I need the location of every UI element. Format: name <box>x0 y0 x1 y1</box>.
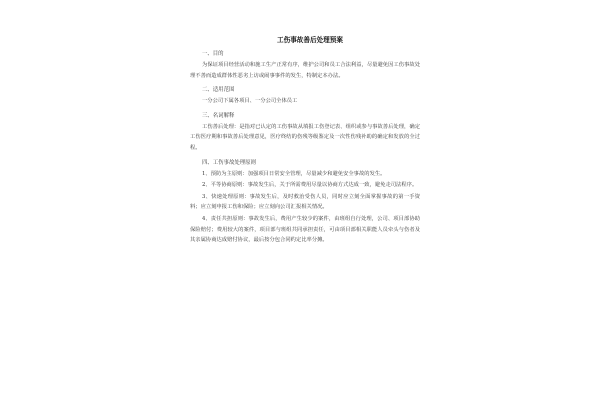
section-heading-scope: 二、适用范围 <box>202 87 235 94</box>
paragraph-scope: 一分公司下属各项目、一分公司全体员工 <box>202 98 298 105</box>
paragraph-definition: 工伤善后处理：是指对已认定的工伤事故从填报工伤登记表、组织或参与事故善后处理，确定工伤医疗期和事故善后处理意见，医疗终结的伤残等级鉴定及一次性伤残补助的确定和发放的全过程。 <box>190 123 420 151</box>
paragraph-principle-1: 1、预防为主原则：加强项目日常安全管理，尽量减少和避免安全事故的发生。 <box>202 170 386 177</box>
document-body <box>190 36 420 246</box>
paragraph-purpose: 为保证项目经营活动和施工生产正常有序，维护公司和员工合法利益，尽量避免因工伤事故处理不善而造成群体性恶劣上访或闹事事件的发生，特制定本办法。 <box>190 62 420 79</box>
document-title: 工伤事故善后处理预案 <box>277 36 343 44</box>
section-heading-purpose: 一、目的 <box>202 51 224 57</box>
paragraph-principle-3: 3、快速处理原则：事故发生后，及时救治受伤人员，同时应立刻全面掌握事故的第一手资料；应立刻申报工伤和保险；应立刻向公司汇报相关情况。 <box>190 193 420 211</box>
section-heading-definitions: 三、名词解释 <box>202 112 235 119</box>
paragraph-principle-4: 4、责任共担原则：事故发生后，费用产生较少的案件，由班组自行处理，公司、项目部协助保险赔付；费用较大的案件，项目部与班组共同承担责任，可由项目部相关职能人员牵头与伤者及其亲属协商达成赔付协议，最后按分包合同约定比率分摊。 <box>190 215 420 244</box>
paragraph-principle-2: 2、平等协商原则：事故发生后，关于所需费用尽量以协商方式达成一致，避免走司法程序。 <box>202 182 418 189</box>
section-heading-principles: 四、工伤事故处理原则 <box>202 159 256 166</box>
